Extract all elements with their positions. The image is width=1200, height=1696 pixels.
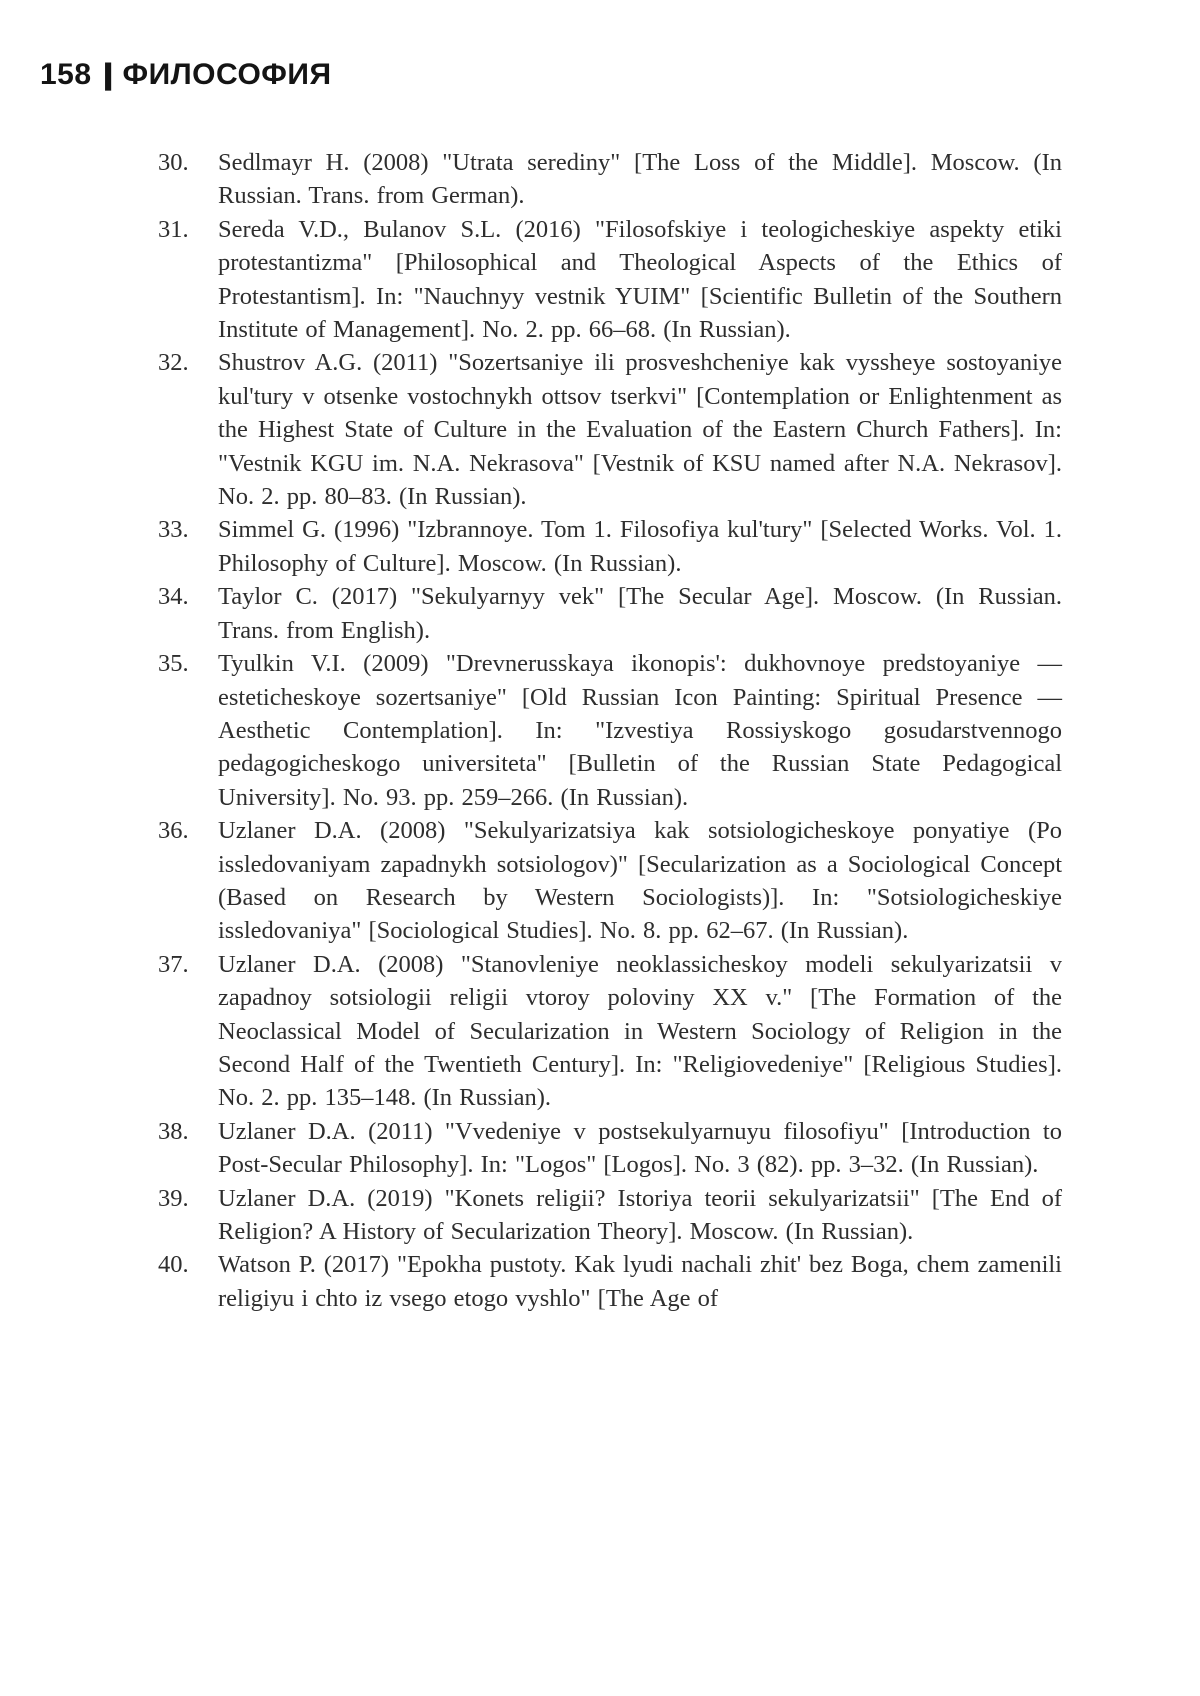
reference-number: 40. [158,1251,189,1279]
reference-text: Taylor C. (2017) "Sekulyarnyy vek" [The Secular Age]. Moscow. (In Russian. Trans. from English). [218,583,1062,644]
reference-text: Uzlaner D.A. (2008) "Stanovleniye neoklassicheskoy modeli sekulyarizatsii v zapadnoy sotsiologii religii vtoroy poloviny XX v." [The Formation of the Neoclassical Model of Secularization in Western Sociology of Religion in the Second Half of the Twentieth Century]. In: "Religiovedeniye" [Religious Studies]. No. 2. pp. 135–148. (In Russian). [218,950,1062,1112]
reference-text: Tyulkin V.I. (2009) "Drevnerusskaya ikonopis': dukhovnoye predstoyaniye — esteticheskoye sozertsaniye" [Old Russian Icon Painting: Spiritual Presence — Aesthetic Contemplation]. In: "Izvestiya Rossiyskogo gosudarstvennogo pedagogicheskogo universiteta" [Bulletin of the Russian State Pedagogical University]. No. 93. pp. 259–266. (In Russian). [218,650,1062,811]
section-title: ФИЛОСОФИЯ [122,58,332,91]
reference-item-40 [158,1248,1062,1315]
reference-number: 31. [158,215,189,243]
reference-item-31 [158,213,1062,347]
reference-text: Uzlaner D.A. (2008) "Sekulyarizatsiya kak sotsiologicheskoye ponyatiye (Po issledovaniyam zapadnykh sotsiologov)" [Secularization as a Sociological Concept (Based on Research by Western Sociologists)]. In: "Sotsiologicheskiye issledovaniya" [Sociological Studies]. No. 8. pp. 62–67. (In Russian). [218,817,1062,945]
reference-text: Sedlmayr H. (2008) "Utrata serediny" [The Loss of the Middle]. Moscow. (In Russian. Trans. from German). [218,149,1062,210]
reference-number: 30. [158,149,189,176]
reference-number: 38. [158,1117,189,1145]
reference-list [158,146,1062,1315]
reference-number: 35. [158,650,189,678]
reference-text: Simmel G. (1996) "Izbrannoye. Tom 1. Filosofiya kul'tury" [Selected Works. Vol. 1. Philosophy of Culture]. Moscow. (In Russian). [218,516,1062,577]
reference-item-38 [158,1115,1062,1182]
reference-item-32 [158,346,1062,513]
reference-text: Shustrov A.G. (2011) "Sozertsaniye ili prosveshcheniye kak vyssheye sostoyaniye kul'tury v otsenke vostochnykh ottsov tserkvi" [Contemplation or Enlightenment as the Highest State of Culture in the Evaluation of the Eastern Church Fathers]. In: "Vestnik KGU im. N.A. Nekrasova" [Vestnik of KSU named after N.A. Nekrasov]. No. 2. pp. 80–83. (In Russian). [218,349,1062,511]
page-header [40,58,332,92]
reference-number: 33. [158,516,189,544]
reference-number: 32. [158,349,189,377]
reference-number: 39. [158,1184,189,1212]
reference-item-36 [158,814,1062,948]
reference-number: 37. [158,950,189,978]
reference-number: 34. [158,583,189,611]
reference-item-37 [158,948,1062,1115]
reference-text: Watson P. (2017) "Epokha pustoty. Kak lyudi nachali zhit' bez Boga, chem zamenili religiyu i chto iz vsego etogo vyshlo" [The Age of [218,1251,1062,1312]
reference-item-39 [158,1182,1062,1249]
reference-item-30 [158,146,1062,213]
header-separator: | [100,58,116,91]
reference-item-35 [158,647,1062,814]
reference-item-33 [158,513,1062,580]
reference-text: Uzlaner D.A. (2019) "Konets religii? Istoriya teorii sekulyarizatsii" [The End of Religion? A History of Secularization Theory]. Moscow. (In Russian). [218,1184,1062,1245]
reference-text: Uzlaner D.A. (2011) "Vvedeniye v postsekulyarnuyu filosofiyu" [Introduction to Post-Secular Philosophy]. In: "Logos" [Logos]. No. 3 (82). pp. 3–32. (In Russian). [218,1117,1062,1179]
reference-number: 36. [158,817,189,845]
reference-text: Sereda V.D., Bulanov S.L. (2016) "Filosofskiye i teologicheskiye aspekty etiki protestantizma" [Philosophical and Theological Aspects of the Ethics of Protestantism]. In: "Nauchnyy vestnik YUIM" [Scientific Bulletin of the Southern Institute of Management]. No. 2. pp. 66–68. (In Russian). [218,215,1062,344]
page-number: 158 [40,58,92,91]
reference-item-34 [158,580,1062,647]
